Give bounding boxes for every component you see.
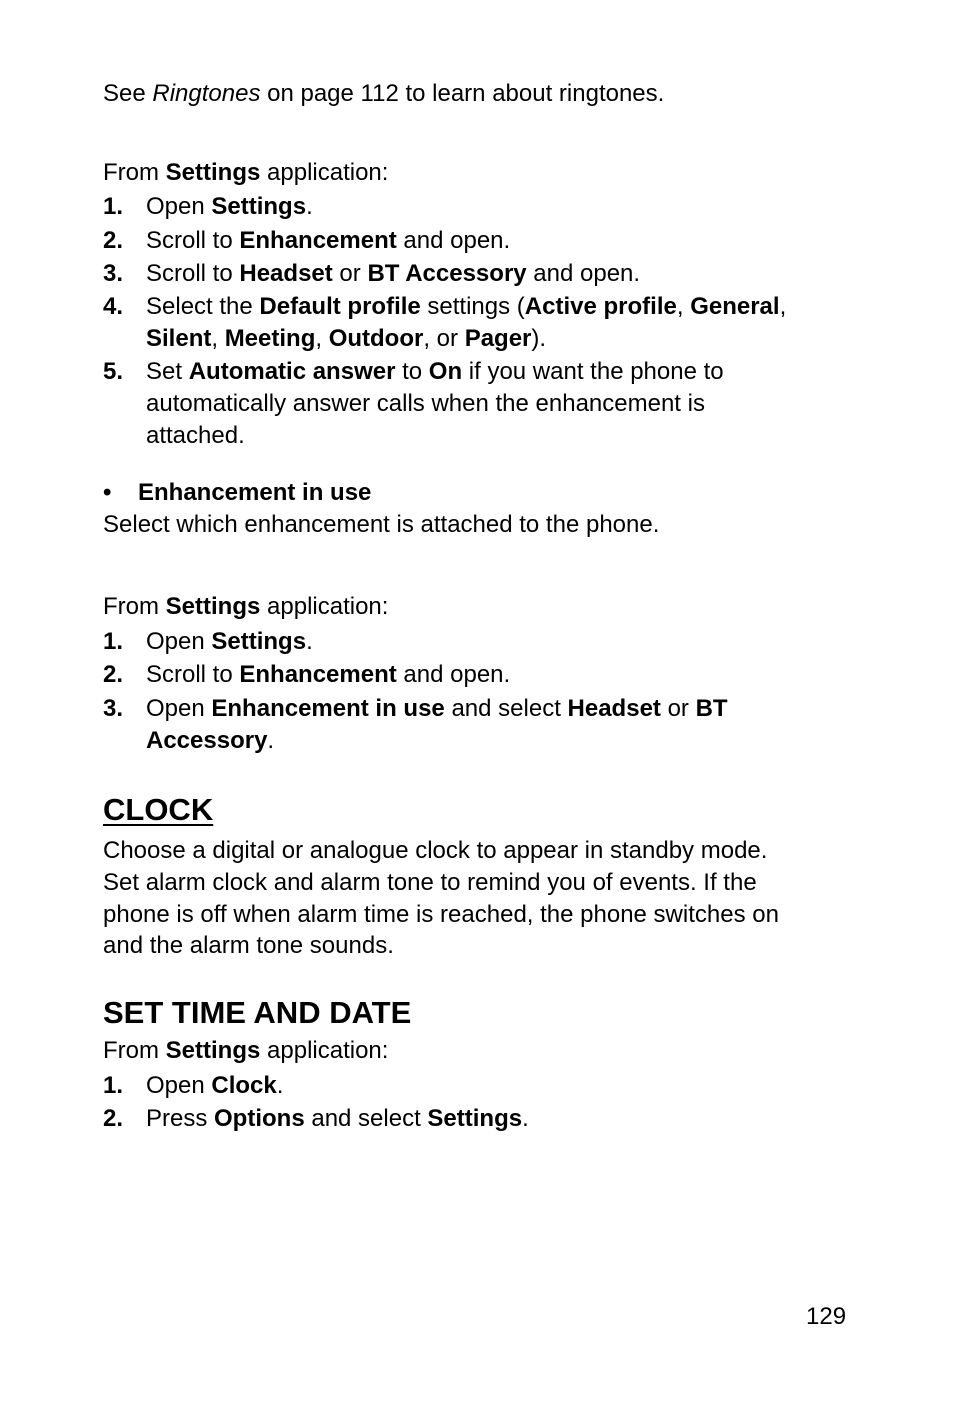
clock-text-line-2: Set alarm clock and alarm tone to remind you of events. If the (103, 869, 757, 896)
section1-step-5: 5. Set Automatic answer to On if you want the phone to automatically answer calls when the enhancement is attached. (103, 358, 724, 449)
section2-intro: From Settings application: (103, 593, 389, 620)
clock-text-line-1: Choose a digital or analogue clock to appear in standby mode. (103, 837, 768, 864)
section2-step-1: 1. Open Settings. (103, 628, 313, 655)
clock-text-line-4: and the alarm tone sounds. (103, 932, 394, 959)
enhancement-in-use-description: Select which enhancement is attached to the phone. (103, 511, 660, 538)
section1-step-3: 3. Scroll to Headset or BT Accessory and open. (103, 260, 641, 287)
section2-step-3: 3. Open Enhancement in use and select Headset or BT Accessory. (103, 695, 728, 754)
ringtones-reference: See Ringtones on page 112 to learn about ringtones. (103, 80, 665, 107)
set-time-intro: From Settings application: (103, 1037, 389, 1064)
set-time-heading: SET TIME AND DATE (103, 995, 412, 1030)
section1-step-4: 4. Select the Default profile settings (Active profile, General, Silent, Meeting, Outdoor, or Pager). (103, 293, 787, 352)
set-time-step-2: 2. Press Options and select Settings. (103, 1105, 529, 1132)
set-time-step-1: 1. Open Clock. (103, 1072, 284, 1099)
section1-intro: From Settings application: (103, 159, 389, 186)
section1-step-1: 1. Open Settings. (103, 193, 313, 220)
clock-heading: CLOCK (103, 792, 214, 827)
enhancement-in-use-bullet: • Enhancement in use (103, 479, 372, 506)
section2-step-2: 2. Scroll to Enhancement and open. (103, 661, 511, 688)
page-number: 129 (806, 1303, 847, 1330)
section1-step-2: 2. Scroll to Enhancement and open. (103, 227, 511, 254)
clock-text-line-3: phone is off when alarm time is reached, the phone switches on (103, 901, 779, 928)
ringtones-link-text: Ringtones (152, 80, 261, 107)
